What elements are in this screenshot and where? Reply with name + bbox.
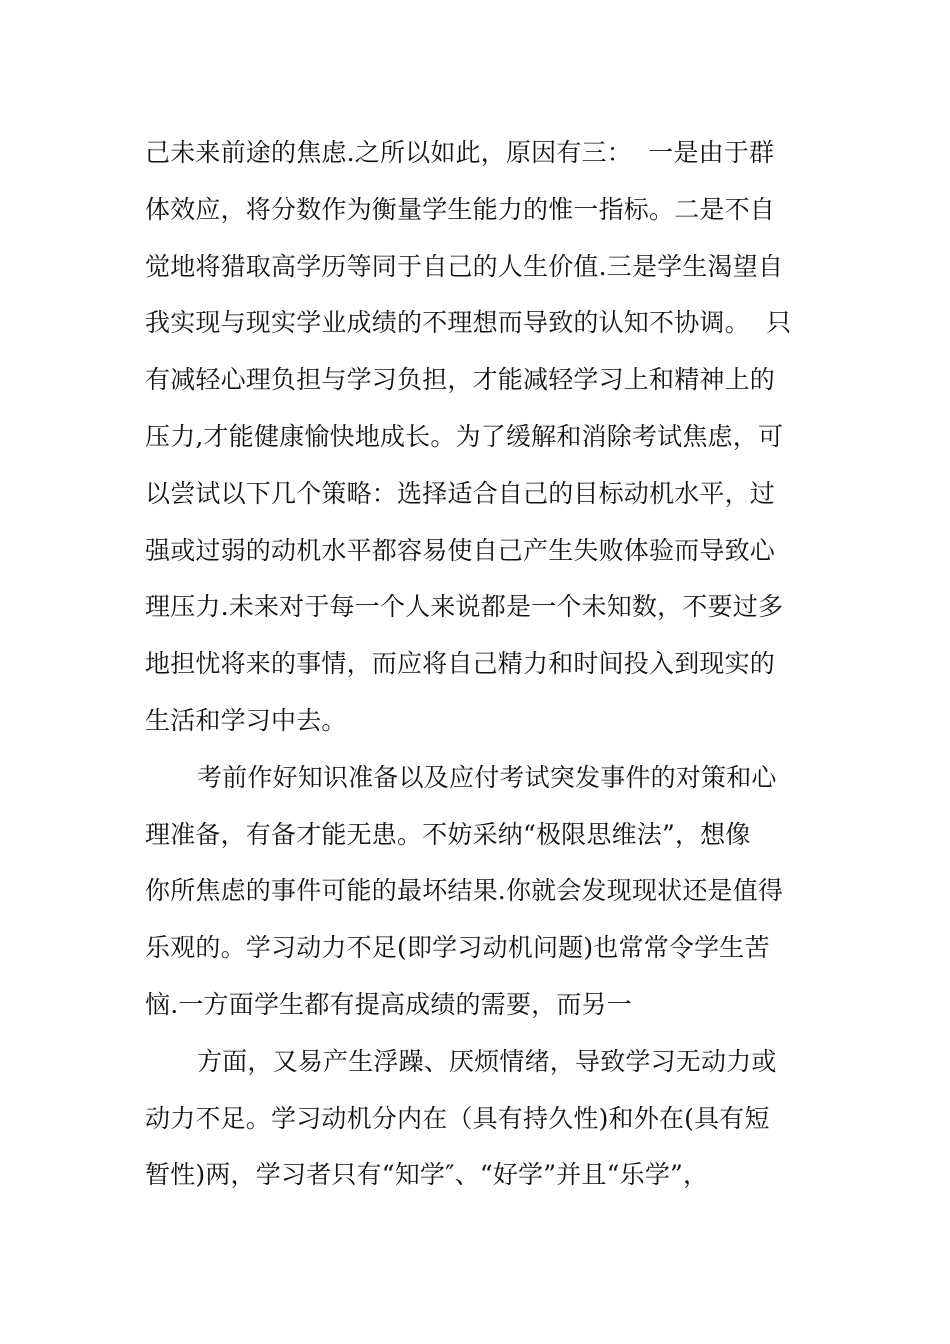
text-line-19: 暂性)两，学习者只有“知学″、“好学”并且“乐学”， xyxy=(145,1160,709,1190)
text-line-15: 乐观的。学习动力不足(即学习动机问题)也常常令学生苦 xyxy=(145,933,770,963)
text-line-13: 理准备，有备才能无患。不妨采纳“极限思维法”，想像 xyxy=(145,819,751,849)
text-line-11: 生活和学习中去。 xyxy=(145,705,347,735)
text-line-9: 理压力.未来对于每一个人来说都是一个未知数，不要过多 xyxy=(145,592,784,622)
text-line-5: 有减轻心理负担与学习负担，才能减轻学习上和精神上的 xyxy=(145,365,776,395)
document-body-text xyxy=(145,128,815,1207)
text-line-8: 强或过弱的动机水平都容易使自己产生失败体验而导致心 xyxy=(145,535,776,565)
text-line-16: 恼.一方面学生都有提高成绩的需要，而另一 xyxy=(145,989,632,1019)
text-line-7: 以尝试以下几个策略：选择适合自己的目标动机水平，过 xyxy=(145,478,776,508)
text-line-12-paragraph-start: 考前作好知识准备以及应付考试突发事件的对策和心 xyxy=(197,762,777,792)
text-line-1: 己未来前途的焦虑.之所以如此，原因有三： 一是由于群 xyxy=(145,138,775,167)
text-line-6: 压力,才能健康愉快地成长。为了缓解和消除考试焦虑，可 xyxy=(145,421,784,451)
text-line-10: 地担忧将来的事情，而应将自己精力和时间投入到现实的 xyxy=(145,649,776,679)
text-line-14: 你所焦虑的事件可能的最坏结果.你就会发现现状还是值得 xyxy=(145,876,784,906)
text-line-17-paragraph-start: 方面，又易产生浮躁、厌烦情绪，导致学习无动力或 xyxy=(197,1046,777,1076)
text-line-4: 我实现与现实学业成绩的不理想而导致的认知不协调。 只 xyxy=(145,308,792,338)
text-line-2: 体效应，将分数作为衡量学生能力的惟一指标。二是不自 xyxy=(145,194,776,224)
text-line-3: 觉地将猎取高学历等同于自己的人生价值.三是学生渴望自 xyxy=(145,251,784,281)
text-line-18: 动力不足。学习动机分内在（具有持久性)和外在(具有短 xyxy=(145,1103,770,1133)
